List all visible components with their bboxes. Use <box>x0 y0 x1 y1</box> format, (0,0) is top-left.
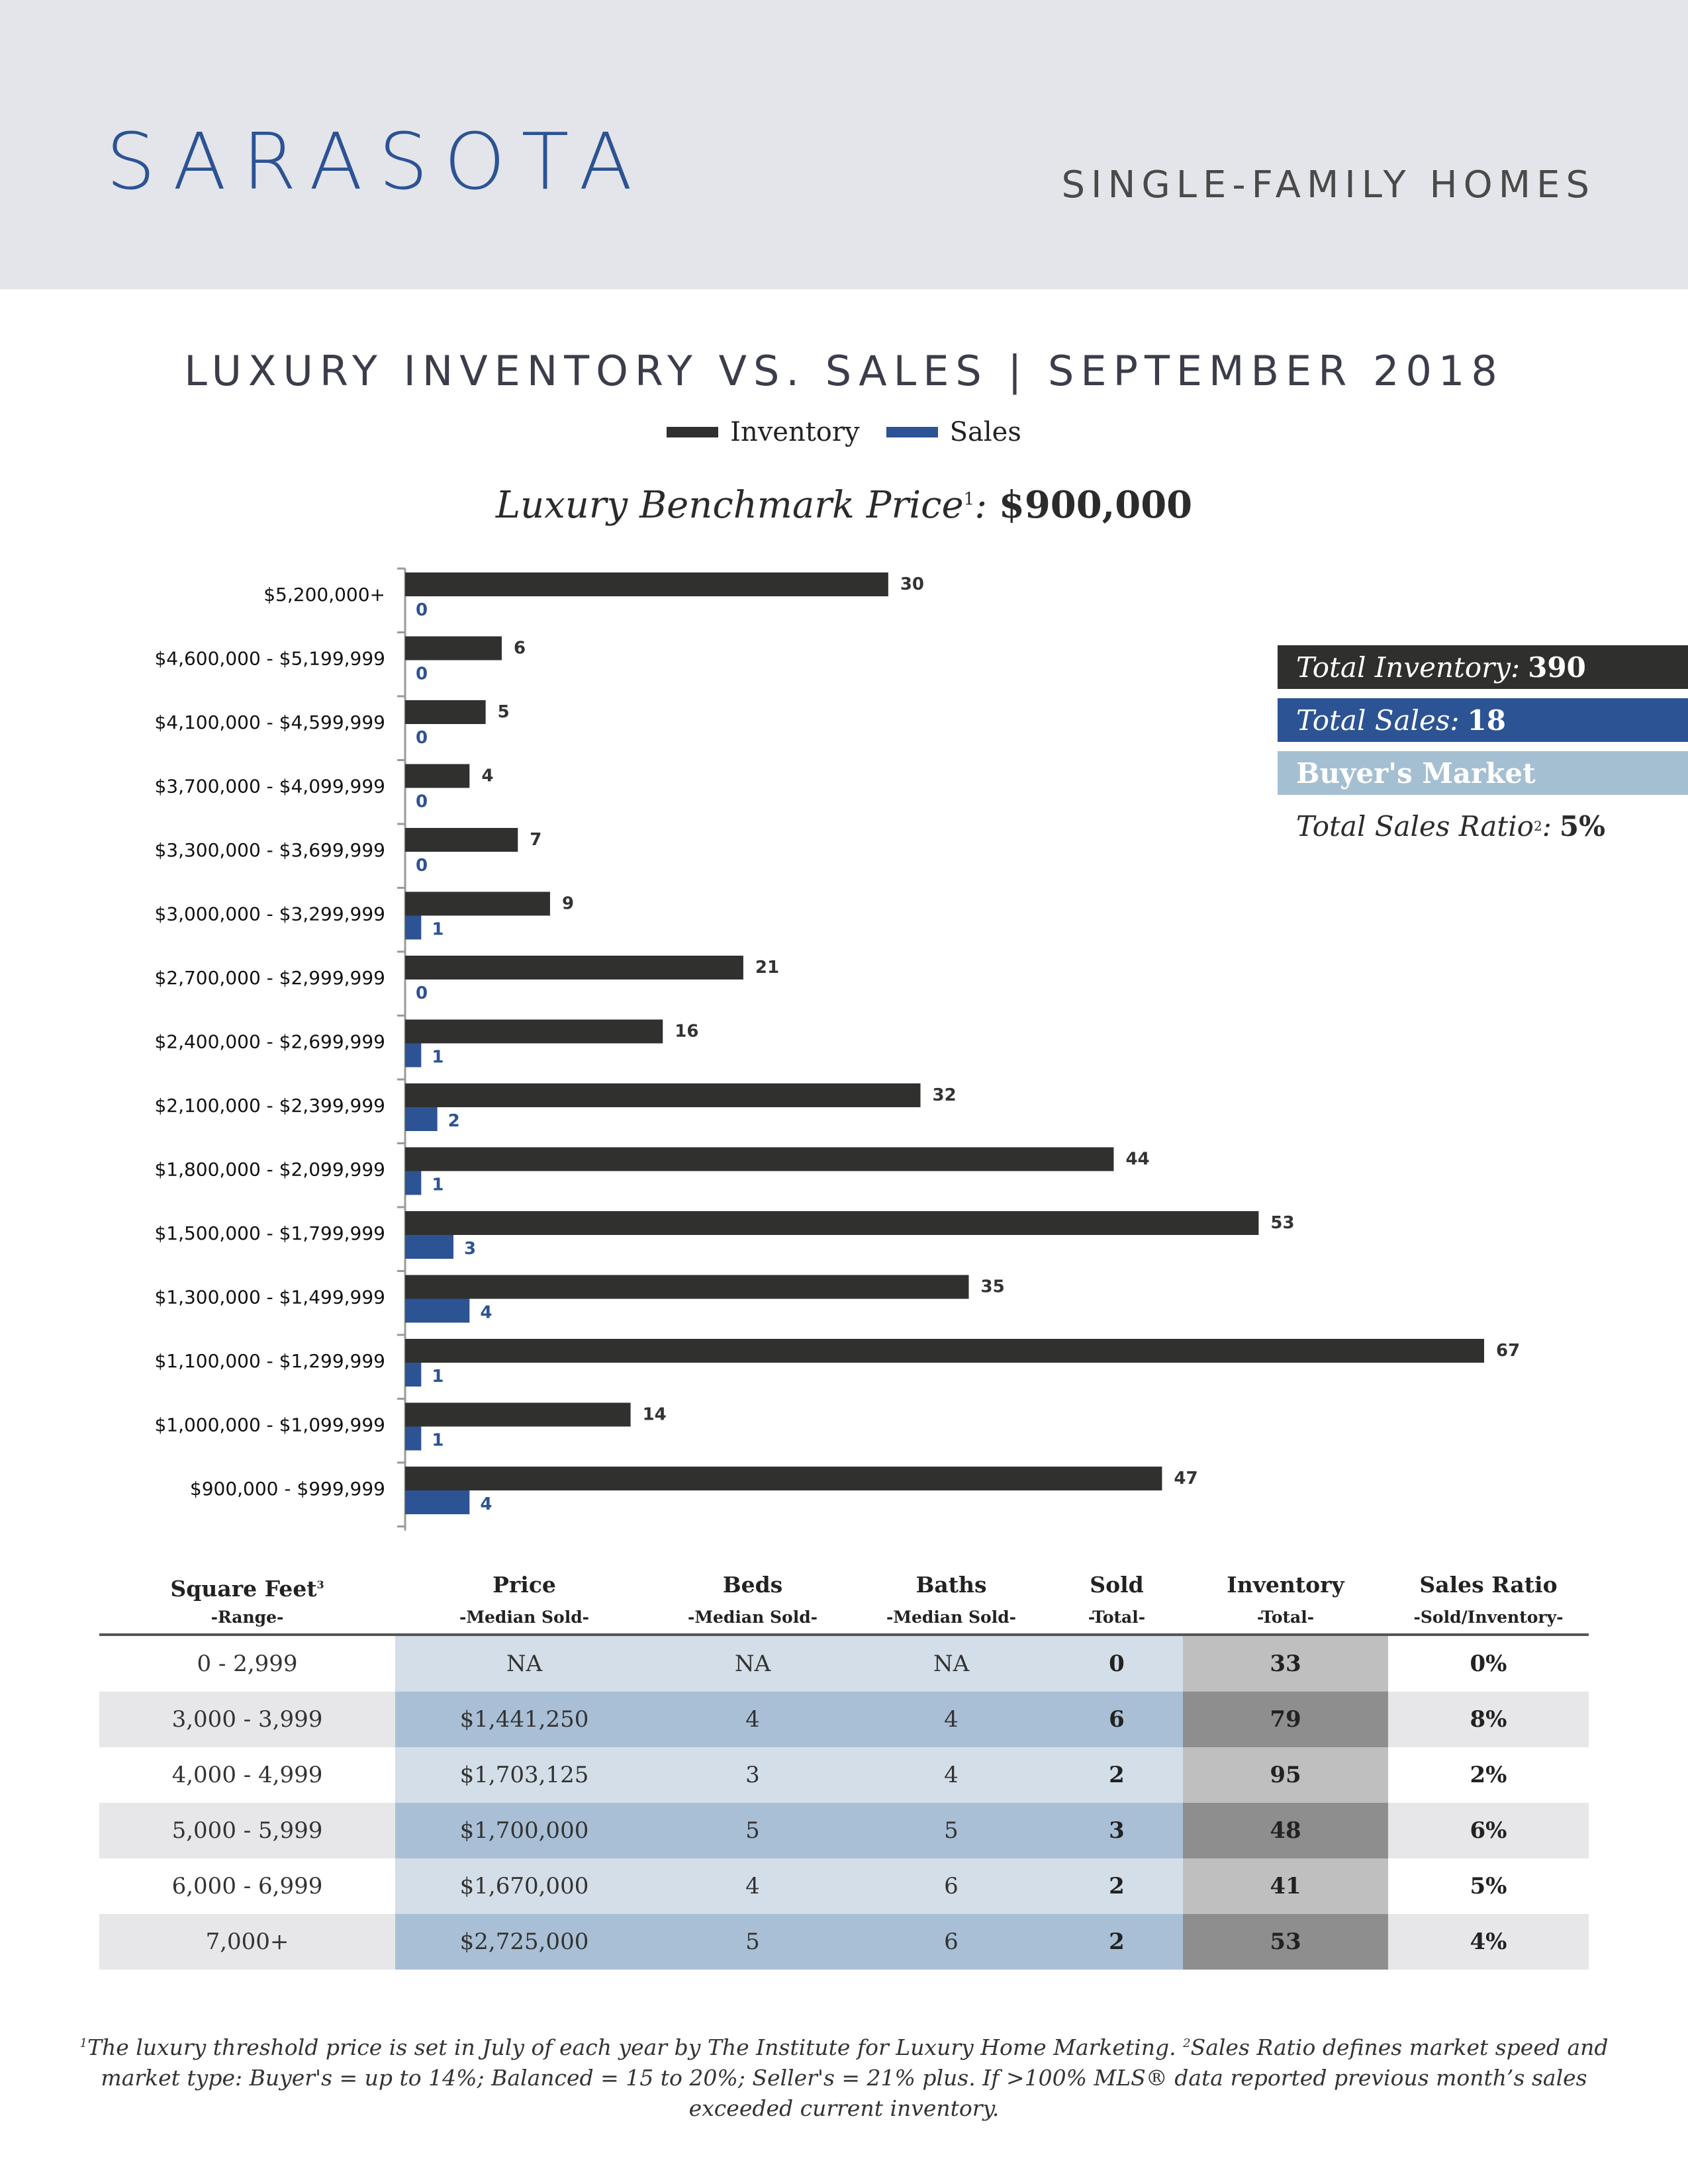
footnote <box>66 2028 1622 2124</box>
table-cell: 2 <box>1051 1858 1183 1914</box>
table-cell: $2,725,000 <box>395 1914 653 1970</box>
table-cell: 6 <box>852 1858 1051 1914</box>
table-cell: $1,441,250 <box>395 1692 653 1747</box>
column-header-sales-ratio: Sales Ratio -Sold/Inventory- <box>1413 1572 1564 1627</box>
city-title: SARASOTA <box>106 116 649 207</box>
benchmark-label: Luxury Benchmark Price <box>495 484 964 527</box>
table-row <box>99 1914 1589 1970</box>
table-cell: 5 <box>653 1803 852 1858</box>
table-cell: 0 <box>1051 1635 1183 1692</box>
inventory-value-label: 32 <box>932 1085 957 1105</box>
table-cell: NA <box>395 1635 653 1692</box>
sales-value-label: 1 <box>432 919 444 940</box>
sales-value-label: 2 <box>447 1111 460 1131</box>
inventory-bar <box>405 956 743 979</box>
y-tick-label: $1,100,000 - $1,299,999 <box>154 1350 385 1372</box>
total-inventory-value: 390 <box>1528 651 1586 684</box>
inventory-bar <box>405 1020 663 1044</box>
sales-value-label: 4 <box>480 1494 492 1514</box>
table-cell: 8% <box>1388 1692 1589 1747</box>
summary-panel <box>1278 645 1688 857</box>
sales-ratio-footnote-mark: 2 <box>1533 818 1542 834</box>
sales-bar <box>405 1107 438 1131</box>
table-cell: 4 <box>653 1858 852 1914</box>
y-tick-label: $3,300,000 - $3,699,999 <box>154 839 385 861</box>
table-cell: 5 <box>653 1914 852 1970</box>
inventory-bar <box>405 637 502 660</box>
total-inventory-box <box>1278 645 1688 689</box>
benchmark-footnote-mark: 1 <box>963 489 975 510</box>
sales-bar <box>405 1299 469 1323</box>
inventory-value-label: 47 <box>1174 1469 1198 1488</box>
table-cell: 4 <box>852 1747 1051 1803</box>
sales-value-label: 1 <box>432 1430 444 1451</box>
total-sales-box <box>1278 698 1688 742</box>
inventory-value-label: 4 <box>481 766 494 786</box>
total-sales-label: Total Sales: <box>1296 704 1460 737</box>
total-sales-value: 18 <box>1467 704 1506 737</box>
inventory-value-label: 5 <box>497 702 510 722</box>
table-cell: NA <box>653 1635 852 1692</box>
inventory-value-label: 14 <box>642 1404 667 1425</box>
y-tick-label: $1,800,000 - $2,099,999 <box>154 1158 385 1181</box>
table-cell: 53 <box>1183 1914 1388 1970</box>
column-header-price: Price -Median Sold- <box>459 1572 590 1627</box>
column-header-sold: Sold -Total- <box>1088 1572 1146 1627</box>
table-cell: 6% <box>1388 1803 1589 1858</box>
table-cell: 3 <box>653 1747 852 1803</box>
inventory-bar <box>405 1211 1258 1235</box>
table-cell: $1,670,000 <box>395 1858 653 1914</box>
table-cell: 33 <box>1183 1635 1388 1692</box>
sales-ratio-value: 5% <box>1559 809 1605 842</box>
report-title: LUXURY INVENTORY VS. SALES | SEPTEMBER 2018 <box>184 347 1504 395</box>
footnote-mark-1: 1 <box>79 2036 87 2050</box>
table-row <box>99 1692 1589 1747</box>
y-tick-label: $5,200,000+ <box>263 584 385 606</box>
y-tick-label: $900,000 - $999,999 <box>189 1478 385 1500</box>
sales-ratio-label: Total Sales Ratio <box>1296 809 1534 842</box>
chart-legend <box>0 417 1688 447</box>
inventory-bar <box>405 828 518 852</box>
market-type-label: Buyer's Market <box>1296 756 1536 790</box>
table-header-row <box>99 1569 1589 1635</box>
sales-value-label: 0 <box>416 600 428 620</box>
sales-ratio-box <box>1278 804 1688 848</box>
footnote-text-1: The luxury threshold price is set in July of each year by The Institute for Luxury Home Marketing. <box>87 2034 1184 2060</box>
table-cell: 5 <box>852 1803 1051 1858</box>
table-cell: 5,000 - 5,999 <box>99 1803 395 1858</box>
table-cell: 4,000 - 4,999 <box>99 1747 395 1803</box>
sales-value-label: 0 <box>416 983 428 1003</box>
table-cell: 2 <box>1051 1914 1183 1970</box>
inventory-bar <box>405 892 550 916</box>
table-cell: 48 <box>1183 1803 1388 1858</box>
inventory-value-label: 9 <box>561 893 575 914</box>
y-tick-label: $4,600,000 - $5,199,999 <box>154 647 385 670</box>
sales-value-label: 3 <box>463 1239 477 1259</box>
table-cell: 0 - 2,999 <box>99 1635 395 1692</box>
table-cell: 2% <box>1388 1747 1589 1803</box>
table-cell: 41 <box>1183 1858 1388 1914</box>
table-cell: 95 <box>1183 1747 1388 1803</box>
legend-item-inventory <box>667 417 859 447</box>
table-cell: NA <box>852 1635 1051 1692</box>
inventory-value-label: 44 <box>1125 1149 1150 1169</box>
table-cell: 4% <box>1388 1914 1589 1970</box>
inventory-bar <box>405 1275 968 1299</box>
table-cell: 6 <box>852 1914 1051 1970</box>
header-band <box>0 0 1688 289</box>
table-row <box>99 1803 1589 1858</box>
inventory-bar <box>405 764 469 788</box>
sales-value-label: 1 <box>432 1175 444 1195</box>
footnote-text-2: Sales Ratio defines market speed and market type: Buyer's = up to 14%; Balanced = 15 to 20%; Seller's = 21% plus. If >100% MLS® data reported previous month’s sales exceeded current inventory. <box>101 2034 1609 2121</box>
legend-swatch-sales <box>886 427 938 437</box>
y-tick-label: $2,700,000 - $2,999,999 <box>154 967 385 989</box>
market-type-box <box>1278 751 1688 795</box>
inventory-bar <box>405 1148 1113 1171</box>
sales-value-label: 1 <box>432 1367 444 1387</box>
inventory-value-label: 67 <box>1496 1341 1521 1361</box>
inventory-bar <box>405 1467 1162 1490</box>
y-tick-label: $4,100,000 - $4,599,999 <box>154 711 385 733</box>
legend-label-sales: Sales <box>949 417 1021 447</box>
table-cell: $1,700,000 <box>395 1803 653 1858</box>
sales-value-label: 1 <box>432 1047 444 1068</box>
table-cell: 0% <box>1388 1635 1589 1692</box>
sales-bar <box>405 1490 469 1514</box>
sales-value-label: 0 <box>416 792 428 812</box>
y-tick-label: $3,700,000 - $4,099,999 <box>154 775 385 797</box>
inventory-bar <box>405 1083 921 1107</box>
inventory-value-label: 21 <box>755 958 780 978</box>
inventory-value-label: 53 <box>1270 1213 1295 1233</box>
table-cell: 4 <box>852 1692 1051 1747</box>
sales-bar <box>405 1171 421 1195</box>
benchmark-separator: : <box>974 484 988 527</box>
sales-bar <box>405 1044 421 1068</box>
y-tick-label: $1,500,000 - $1,799,999 <box>154 1222 385 1244</box>
sales-bar <box>405 1235 453 1259</box>
inventory-bar <box>405 1403 631 1427</box>
inventory-value-label: 30 <box>900 574 925 594</box>
footnote-mark-2: 2 <box>1183 2036 1191 2050</box>
inventory-value-label: 7 <box>530 830 542 850</box>
table-cell: 3,000 - 3,999 <box>99 1692 395 1747</box>
table-cell: 4 <box>653 1692 852 1747</box>
property-category: SINGLE-FAMILY HOMES <box>1061 163 1595 206</box>
inventory-bar <box>405 572 888 596</box>
legend-item-sales <box>886 417 1021 447</box>
column-header-beds: Beds -Median Sold- <box>687 1572 818 1627</box>
table-cell: 6,000 - 6,999 <box>99 1858 395 1914</box>
benchmark-price <box>0 483 1688 527</box>
sales-value-label: 0 <box>416 664 428 684</box>
sales-value-label: 0 <box>416 856 428 876</box>
benchmark-value: $900,000 <box>998 483 1193 527</box>
column-header-square-feet: Square Feet$^3$ -Range- <box>170 1576 324 1627</box>
y-tick-label: $1,300,000 - $1,499,999 <box>154 1286 385 1308</box>
table-cell: 5% <box>1388 1858 1589 1914</box>
inventory-value-label: 16 <box>675 1021 699 1042</box>
total-inventory-label: Total Inventory: <box>1296 651 1521 684</box>
sales-value-label: 4 <box>480 1302 492 1323</box>
inventory-bar <box>405 1339 1484 1363</box>
sales-value-label: 0 <box>416 728 428 748</box>
y-tick-label: $1,000,000 - $1,099,999 <box>154 1414 385 1436</box>
y-tick-label: $3,000,000 - $3,299,999 <box>154 903 385 925</box>
legend-label-inventory: Inventory <box>730 417 860 447</box>
inventory-bar <box>405 700 486 724</box>
y-tick-label: $2,100,000 - $2,399,999 <box>154 1095 385 1116</box>
table-row <box>99 1858 1589 1914</box>
sales-bar <box>405 1427 421 1451</box>
table-cell: 2 <box>1051 1747 1183 1803</box>
y-tick-label: $2,400,000 - $2,699,999 <box>154 1030 385 1053</box>
column-header-baths: Baths -Median Sold- <box>886 1572 1017 1627</box>
table-cell: 6 <box>1051 1692 1183 1747</box>
table-cell: $1,703,125 <box>395 1747 653 1803</box>
column-header-inventory: Inventory -Total- <box>1227 1572 1344 1627</box>
table-cell: 3 <box>1051 1803 1183 1858</box>
table-row <box>99 1635 1589 1692</box>
sales-bar <box>405 916 421 940</box>
inventory-value-label: 6 <box>513 638 526 659</box>
sales-bar <box>405 1363 421 1387</box>
table-cell: 7,000+ <box>99 1914 395 1970</box>
table-cell: 79 <box>1183 1692 1388 1747</box>
table-row <box>99 1747 1589 1803</box>
square-footage-table <box>99 1569 1589 1970</box>
sales-ratio-separator: : <box>1542 809 1552 842</box>
table-body <box>99 1635 1589 1970</box>
inventory-value-label: 35 <box>980 1277 1005 1297</box>
legend-swatch-inventory <box>667 427 718 437</box>
